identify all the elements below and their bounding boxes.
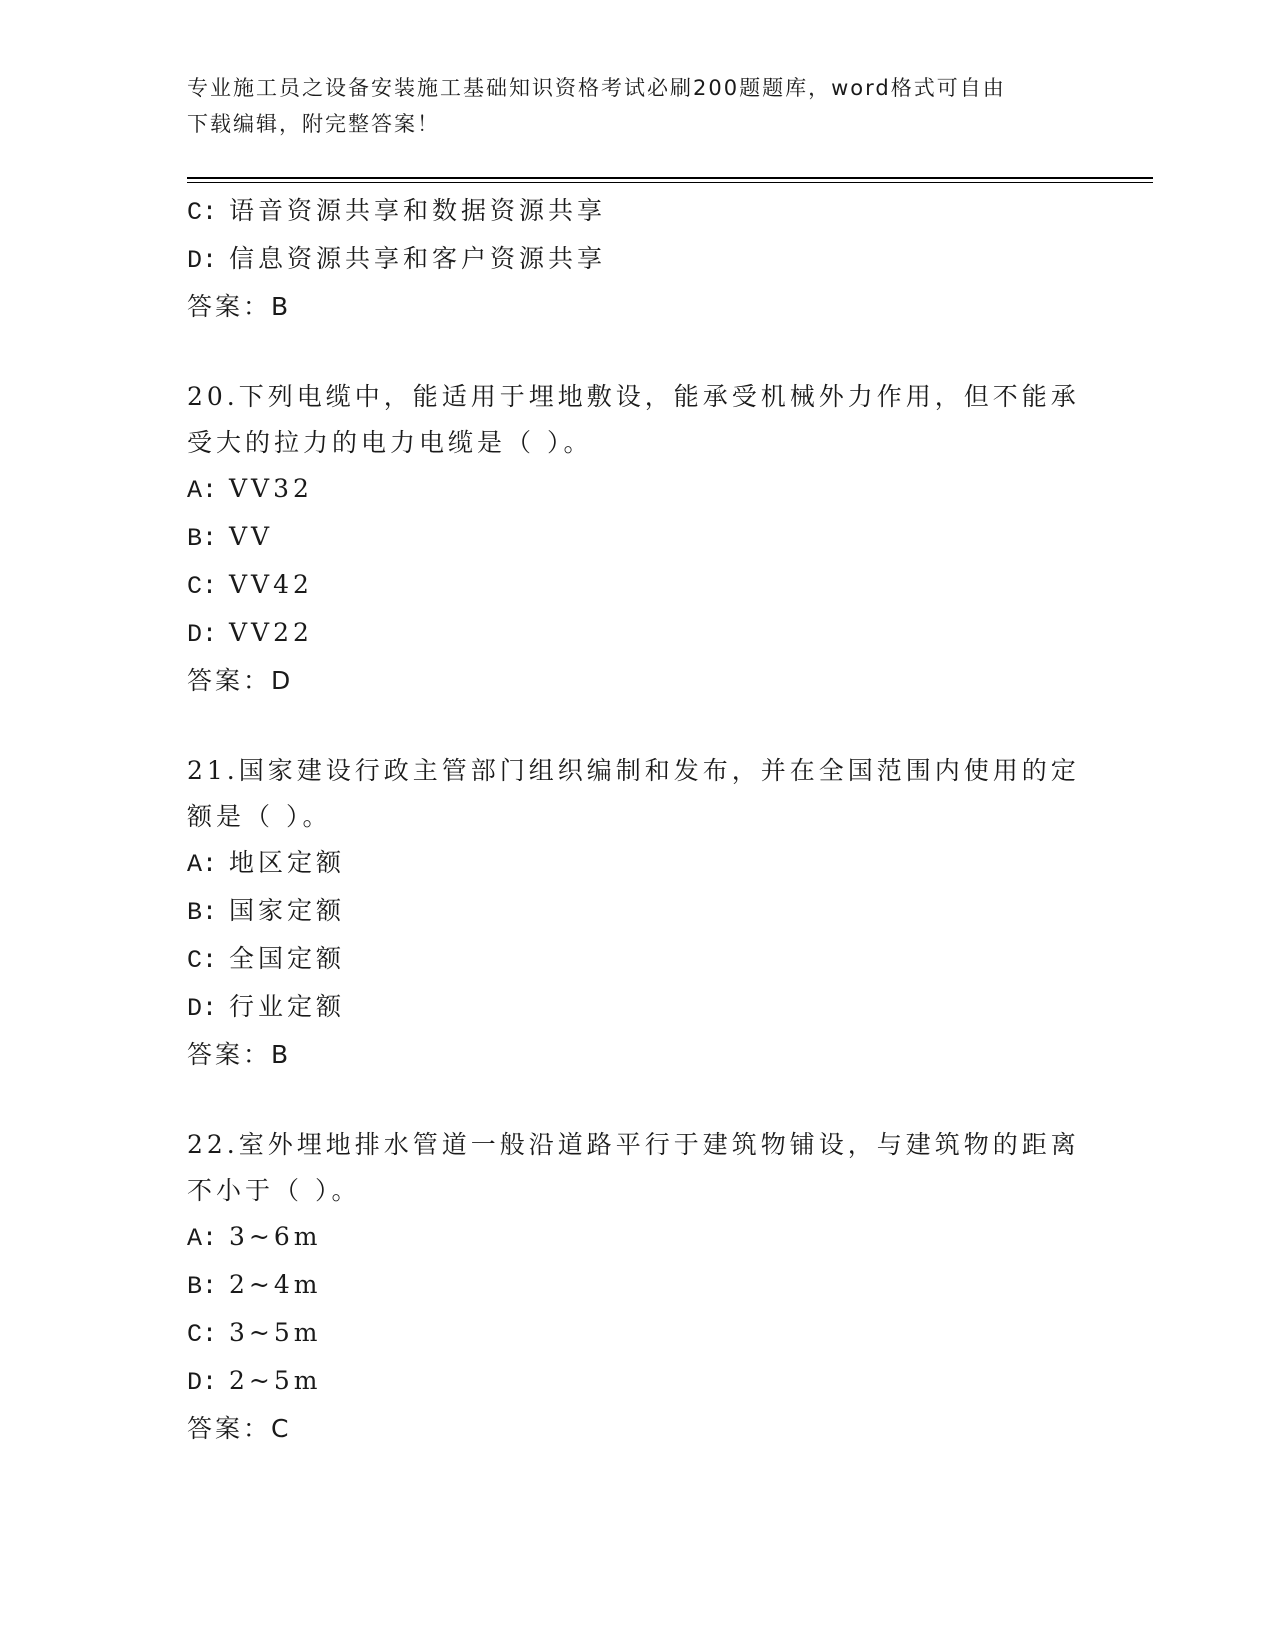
option-text: 信息资源共享和客户资源共享	[228, 244, 606, 273]
option-letter: C:	[187, 946, 218, 975]
option-c	[187, 562, 1087, 610]
option-text: 2~5m	[228, 1366, 322, 1395]
option-letter: B:	[187, 1272, 218, 1301]
option-text: 国家定额	[228, 896, 345, 925]
option-text: 2~4m	[228, 1270, 322, 1299]
option-c	[187, 188, 1087, 236]
option-b	[187, 514, 1087, 562]
option-b	[187, 1262, 1087, 1310]
option-letter: D:	[187, 246, 218, 275]
option-a	[187, 1214, 1087, 1262]
option-d	[187, 1358, 1087, 1406]
option-d	[187, 984, 1087, 1032]
option-d	[187, 610, 1087, 658]
option-text: 3~6m	[228, 1222, 322, 1251]
option-a	[187, 466, 1087, 514]
spacer	[187, 1078, 1087, 1122]
document-body	[187, 188, 1087, 1452]
question-stem-line-1: 21.国家建设行政主管部门组织编制和发布，并在全国范围内使用的定	[187, 756, 1080, 785]
option-letter: C:	[187, 198, 218, 227]
option-text: 行业定额	[228, 992, 345, 1021]
question-stem-line-2: 受大的拉力的电力电缆是（ ）。	[187, 428, 593, 457]
option-letter: C:	[187, 572, 218, 601]
spacer	[187, 704, 1087, 748]
spacer	[187, 330, 1087, 374]
option-c	[187, 1310, 1087, 1358]
header-divider-thick	[187, 177, 1153, 179]
answer-line: 答案：B	[187, 1040, 292, 1069]
option-text: 全国定额	[228, 944, 345, 973]
option-letter: B:	[187, 524, 218, 553]
option-a	[187, 840, 1087, 888]
header-line-1: 专业施工员之设备安装施工基础知识资格考试必刷200题题库，word格式可自由	[187, 76, 1006, 100]
option-c	[187, 936, 1087, 984]
option-text: 语音资源共享和数据资源共享	[228, 196, 606, 225]
option-letter: D:	[187, 994, 218, 1023]
question-stem-line-2: 不小于（ ）。	[187, 1176, 361, 1205]
option-letter: B:	[187, 898, 218, 927]
question-stem-line-1: 20.下列电缆中，能适用于埋地敷设，能承受机械外力作用，但不能承	[187, 382, 1080, 411]
option-letter: D:	[187, 620, 218, 649]
option-letter: A:	[187, 476, 218, 505]
answer-line: 答案：D	[187, 666, 294, 695]
option-letter: D:	[187, 1368, 218, 1397]
header-line-2: 下载编辑，附完整答案！	[187, 112, 440, 136]
option-text: 3~5m	[228, 1318, 322, 1347]
question-21	[187, 748, 1087, 1078]
option-letter: A:	[187, 850, 218, 879]
question-stem-line-1: 22.室外埋地排水管道一般沿道路平行于建筑物铺设，与建筑物的距离	[187, 1130, 1080, 1159]
option-letter: A:	[187, 1224, 218, 1253]
answer-line: 答案：B	[187, 292, 292, 321]
option-text: VV22	[228, 618, 313, 647]
option-text: VV42	[228, 570, 313, 599]
document-header	[187, 70, 1087, 142]
option-b	[187, 888, 1087, 936]
header-divider-thin	[187, 182, 1153, 183]
option-text: 地区定额	[228, 848, 345, 877]
option-d	[187, 236, 1087, 284]
answer-line: 答案：C	[187, 1414, 292, 1443]
question-20	[187, 374, 1087, 704]
question-stem-line-2: 额是（ ）。	[187, 802, 332, 831]
question-19-continuation	[187, 188, 1087, 330]
option-text: VV	[228, 522, 274, 551]
option-text: VV32	[228, 474, 313, 503]
option-letter: C:	[187, 1320, 218, 1349]
question-22	[187, 1122, 1087, 1452]
